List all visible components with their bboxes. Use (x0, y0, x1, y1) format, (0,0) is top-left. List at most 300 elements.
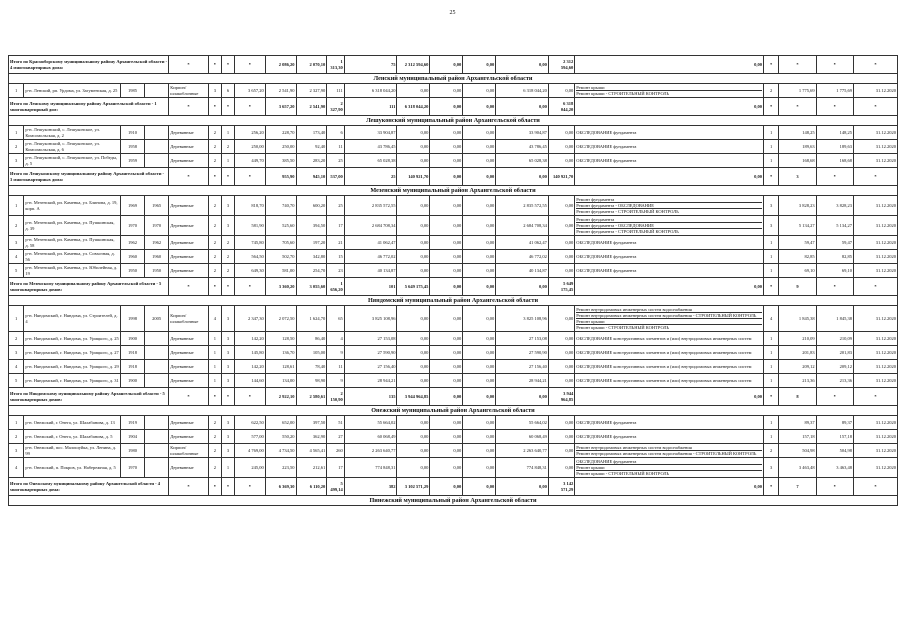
table-row (9, 416, 898, 430)
section-header-row (9, 406, 898, 416)
cell: 0,00 (430, 264, 463, 278)
cell: 3 (221, 416, 234, 430)
works-cell (575, 458, 764, 478)
cell: 0,00 (397, 84, 430, 98)
cell: 504,98 (779, 444, 816, 458)
works-cell (575, 360, 764, 374)
cell: 43 786,45 (344, 140, 397, 154)
cell: 5 (9, 264, 24, 278)
cell: 0,00 (430, 126, 463, 140)
cell: 60 068,49 (344, 430, 397, 444)
cell: 31.12.2020 (853, 196, 897, 216)
total-cell: * (763, 388, 778, 406)
cell: 0,00 (463, 346, 496, 360)
cell: 46 772,02 (344, 250, 397, 264)
total-row (9, 478, 898, 496)
work-item: Ремонт крыши - СТРОИТЕЛЬНЫЙ КОНТРОЛЬ (576, 471, 670, 477)
total-cell: * (208, 278, 221, 296)
section-title: Пинежский муниципальный район Архангельской области (9, 496, 898, 506)
cell: 33 904,87 (496, 126, 549, 140)
section-header-row (9, 496, 898, 506)
cell: 3 825 108,96 (344, 306, 397, 332)
total-cell: 0,00 (575, 278, 764, 296)
cell: 3 (208, 84, 221, 98)
cell (145, 444, 169, 458)
cell: 1900 (120, 374, 144, 388)
table-row (9, 236, 898, 250)
cell: 0,00 (397, 264, 430, 278)
cell: 1 (221, 154, 234, 168)
cell: 705,60 (265, 236, 296, 250)
cell: 3 (221, 430, 234, 444)
cell: 0,00 (397, 430, 430, 444)
total-cell: 0,00 (463, 98, 496, 116)
cell: 209,12 (779, 360, 816, 374)
cell: 2 (208, 140, 221, 154)
total-cell: * (816, 478, 853, 496)
cell: 1970 (120, 216, 144, 236)
cell: 3 825 108,96 (496, 306, 549, 332)
cell: 0,00 (397, 154, 430, 168)
cell: 31.12.2020 (853, 140, 897, 154)
cell: 0,00 (548, 306, 574, 332)
cell: 3 828,23 (779, 196, 816, 216)
cell: 4 (9, 360, 24, 374)
table-row (9, 126, 898, 140)
cell: 201,83 (816, 346, 853, 360)
cell: 4 (9, 250, 24, 264)
cell: 69,10 (816, 264, 853, 278)
cell: 0,00 (463, 458, 496, 478)
work-item: Ремонт внутридомовых инженерных систем водоснабжения (576, 307, 762, 313)
cell: 1 (763, 140, 778, 154)
address-cell: р-н. Няндомский, г. Няндома, ул. Строителей, д. 4 (24, 306, 121, 332)
cell: 3 828,23 (816, 196, 853, 216)
total-cell: 3 055,60 (296, 278, 327, 296)
cell: 1 (763, 374, 778, 388)
cell (145, 154, 169, 168)
cell: 0,00 (430, 196, 463, 216)
cell: 31.12.2020 (853, 458, 897, 478)
total-cell: 945,10 (296, 168, 327, 186)
total-cell: 3 142 571,29 (548, 478, 574, 496)
total-cell: 2 580,61 (296, 388, 327, 406)
total-cell: * (169, 56, 209, 74)
cell: 213,36 (779, 374, 816, 388)
cell: 2 (208, 444, 221, 458)
cell: 0,00 (430, 236, 463, 250)
work-item: Ремонт крыши (576, 85, 762, 91)
cell: 1 (763, 416, 778, 430)
cell: 394,50 (296, 216, 327, 236)
works-cell (575, 126, 764, 140)
cell: 223,50 (265, 458, 296, 478)
cell (145, 374, 169, 388)
cell: 1962 (145, 236, 169, 250)
cell: Кирпич/ шлакоблочные (169, 84, 209, 98)
cell: 4 (327, 332, 345, 346)
cell: 31.12.2020 (853, 264, 897, 278)
cell (145, 332, 169, 346)
cell: 15 (327, 250, 345, 264)
works-cell (575, 306, 764, 332)
cell: 0,00 (430, 458, 463, 478)
table-row (9, 196, 898, 216)
address-cell: р-н. Мезенский, рп. Каменка, ул. Блинова, д. 19, корп. А (24, 196, 121, 216)
total-cell: 382 (344, 478, 397, 496)
cell: 0,00 (548, 250, 574, 264)
total-label: Итого по Онежскому муниципальному району Архангельской области - 4 многоквартирных дома: (9, 478, 169, 496)
total-cell: 5 499,14 (327, 478, 345, 496)
work-item: Ремонт крыши - СТРОИТЕЛЬНЫЙ КОНТРОЛЬ (576, 91, 670, 96)
work-item: Ремонт фундамента - СТРОИТЕЛЬНЫЙ КОНТРОЛЬ (576, 229, 679, 235)
total-cell: 9 (779, 278, 816, 296)
cell: 0,00 (430, 154, 463, 168)
cell: 31.12.2020 (853, 416, 897, 430)
cell: Кирпич/ шлакоблочные (169, 444, 209, 458)
cell: 65 028,38 (344, 154, 397, 168)
cell: 1910 (120, 126, 144, 140)
total-cell: 6 110,20 (296, 478, 327, 496)
cell: 1 (208, 332, 221, 346)
cell: 385,50 (265, 154, 296, 168)
cell: 27 156,40 (496, 360, 549, 374)
address-cell: р-н. Няндомский, г. Няндома, ул. Урицкого, д. 29 (24, 360, 121, 374)
work-item: ОБСЛЕДОВАНИЕ фундамента (576, 459, 762, 465)
total-cell: 0,00 (496, 478, 549, 496)
cell: 31.12.2020 (853, 360, 897, 374)
cell: 0,00 (430, 250, 463, 264)
work-item: ОБСЛЕДОВАНИЕ фундамента (576, 253, 637, 259)
cell: 0,00 (397, 196, 430, 216)
total-cell: * (235, 98, 266, 116)
cell: 3 (221, 306, 234, 332)
cell: 3 463,48 (779, 458, 816, 478)
cell: 209,12 (816, 360, 853, 374)
cell: 105,00 (296, 346, 327, 360)
work-item: Ремонт фундамента - ОБСЛЕДОВАНИЕ (576, 203, 762, 209)
total-cell: * (763, 98, 778, 116)
total-cell: 0,00 (496, 56, 549, 74)
total-cell: * (763, 478, 778, 496)
total-cell: 0,00 (463, 278, 496, 296)
cell: 25 (327, 154, 345, 168)
cell: 1950 (145, 264, 169, 278)
cell: 3 (9, 346, 24, 360)
cell: 0,00 (430, 306, 463, 332)
work-item: Ремонт фундамента (576, 197, 762, 203)
cell: 31.12.2020 (853, 126, 897, 140)
cell (145, 416, 169, 430)
cell: 2 541,90 (265, 84, 296, 98)
total-cell: 2 086,20 (265, 56, 296, 74)
total-cell: 6 318 044,20 (548, 98, 574, 116)
cell: 89,37 (779, 416, 816, 430)
total-cell: 0,00 (575, 478, 764, 496)
total-row (9, 388, 898, 406)
cell: 0,00 (397, 346, 430, 360)
cell: 228,70 (265, 126, 296, 140)
cell: 0,00 (463, 140, 496, 154)
cell: 1 (763, 360, 778, 374)
cell: 250,00 (235, 140, 266, 154)
cell: 1965 (145, 196, 169, 216)
cell: 1 (9, 126, 24, 140)
cell: 3 (221, 216, 234, 236)
cell: 1 (9, 416, 24, 430)
cell: Деревянные (169, 264, 209, 278)
cell: 142,20 (235, 360, 266, 374)
cell: 2 263 640,77 (344, 444, 397, 458)
works-cell (575, 84, 764, 98)
work-item: Ремонт крыши (576, 319, 762, 325)
cell: 157,18 (816, 430, 853, 444)
cell: 65 028,38 (496, 154, 549, 168)
cell: 2 347,30 (235, 306, 266, 332)
cell: 27 (327, 430, 345, 444)
cell: 397,50 (296, 416, 327, 430)
total-cell: 2 312 594,60 (548, 56, 574, 74)
cell: 622,50 (235, 416, 266, 430)
total-cell: * (208, 98, 221, 116)
table-row (9, 444, 898, 458)
cell: Деревянные (169, 332, 209, 346)
cell: 89,37 (816, 416, 853, 430)
register-table (8, 55, 898, 506)
cell: 3 657,20 (235, 84, 266, 98)
total-cell: * (853, 478, 897, 496)
address-cell: р-н. Няндомский, г. Няндома, ул. Урицкого, д. 25 (24, 332, 121, 346)
total-cell: * (208, 388, 221, 406)
cell: 69,10 (779, 264, 816, 278)
cell: 245,00 (235, 458, 266, 478)
cell: Деревянные (169, 126, 209, 140)
works-cell (575, 374, 764, 388)
total-cell: 3 657,20 (265, 98, 296, 116)
total-cell: 0,00 (430, 388, 463, 406)
cell: 1 (208, 360, 221, 374)
cell: 148,25 (779, 126, 816, 140)
total-cell: * (235, 56, 266, 74)
cell: 4 565,41 (296, 444, 327, 458)
cell: 0,00 (548, 140, 574, 154)
cell: 41 062,47 (496, 236, 549, 250)
cell: 525,60 (265, 216, 296, 236)
cell: 17 (327, 458, 345, 478)
cell: 168,68 (816, 154, 853, 168)
works-cell (575, 154, 764, 168)
cell: 600,20 (296, 196, 327, 216)
cell: 0,00 (463, 430, 496, 444)
total-cell: 2 327,90 (327, 98, 345, 116)
total-cell: 0,00 (463, 168, 496, 186)
cell: Деревянные (169, 154, 209, 168)
works-cell (575, 264, 764, 278)
cell: 2 (208, 196, 221, 216)
cell: 256,20 (235, 126, 266, 140)
table-row (9, 360, 898, 374)
cell: 3 (9, 154, 24, 168)
total-cell: 7 (779, 478, 816, 496)
works-cell (575, 236, 764, 250)
total-cell: 75 (344, 56, 397, 74)
cell: 0,00 (463, 84, 496, 98)
cell: 260 (327, 444, 345, 458)
total-cell: 3 102 571,29 (397, 478, 430, 496)
cell: Кирпич/ шлакоблочные (169, 306, 209, 332)
cell: 4 (9, 458, 24, 478)
cell: 31.12.2020 (853, 216, 897, 236)
total-cell: * (235, 168, 266, 186)
cell: 3 (9, 444, 24, 458)
cell: 31.12.2020 (853, 430, 897, 444)
works-cell (575, 332, 764, 346)
cell: 189,63 (816, 140, 853, 154)
cell (145, 430, 169, 444)
cell: 0,00 (430, 140, 463, 154)
section-title: Няндомский муниципальный район Архангельской области (9, 296, 898, 306)
cell: 0,00 (548, 360, 574, 374)
total-cell: 0,00 (496, 168, 549, 186)
cell: 818,70 (235, 196, 266, 216)
total-cell: * (208, 478, 221, 496)
cell: 92,40 (296, 140, 327, 154)
cell: 745,80 (235, 236, 266, 250)
cell: 3 (221, 196, 234, 216)
total-cell: * (208, 56, 221, 74)
total-cell: 0,00 (430, 168, 463, 186)
cell: 173,40 (296, 126, 327, 140)
cell: 250,00 (265, 140, 296, 154)
total-cell: * (816, 168, 853, 186)
cell: 2005 (145, 306, 169, 332)
total-cell: 135 (344, 388, 397, 406)
cell: 0,00 (397, 444, 430, 458)
total-cell: * (235, 278, 266, 296)
cell: Деревянные (169, 430, 209, 444)
cell: 0,00 (430, 332, 463, 346)
cell: 31.12.2020 (853, 154, 897, 168)
cell: 27 590,90 (344, 346, 397, 360)
total-cell: 8 (779, 388, 816, 406)
page-number: 25 (449, 10, 456, 16)
cell: 212,61 (296, 458, 327, 478)
cell: 3 (763, 216, 778, 236)
cell: 2 684 708,34 (344, 216, 397, 236)
cell: 2 327,90 (296, 84, 327, 98)
total-cell: 0,00 (575, 168, 764, 186)
table-row (9, 140, 898, 154)
cell: 31.12.2020 (853, 306, 897, 332)
total-cell: * (853, 168, 897, 186)
table-row (9, 374, 898, 388)
total-row (9, 278, 898, 296)
cell: 362,90 (296, 430, 327, 444)
cell: Деревянные (169, 416, 209, 430)
cell: 0,00 (463, 196, 496, 216)
cell: 55 664,02 (344, 416, 397, 430)
cell: 1 (208, 374, 221, 388)
cell: 1 845,38 (779, 306, 816, 332)
work-item: ОБСЛЕДОВАНИЕ фундамента (576, 143, 637, 149)
cell: Деревянные (169, 250, 209, 264)
cell: 157,18 (779, 430, 816, 444)
address-cell: р-н. Мезенский, рп. Каменка, ул. Пушкинская, д. 39 (24, 216, 121, 236)
cell: 2 (221, 140, 234, 154)
cell: 0,00 (548, 264, 574, 278)
total-cell: 101 (344, 278, 397, 296)
total-cell: 3 (779, 168, 816, 186)
cell: 82,85 (816, 250, 853, 264)
cell: 11 (327, 140, 345, 154)
cell: 41 062,47 (344, 236, 397, 250)
total-cell: 0,00 (463, 388, 496, 406)
address-cell: р-н. Лешуконский, с. Лешуконское, ул. Комсомольская, д. 2 (24, 126, 121, 140)
cell: 1980 (120, 444, 144, 458)
cell: 2 (221, 250, 234, 264)
cell (145, 84, 169, 98)
work-item: ОБСЛЕДОВАНИЕ фундамента (576, 267, 637, 273)
work-item: ОБСЛЕДОВАНИЕ фундамента (576, 419, 637, 425)
cell: 1 (221, 458, 234, 478)
cell: 111 (327, 84, 345, 98)
cell: 2 (9, 430, 24, 444)
cell: 31.12.2020 (853, 84, 897, 98)
work-item: ОБСЛЕДОВАНИЕ конструктивных элементов и (или) внутридомовых инженерных систем (576, 363, 752, 369)
cell: 0,00 (463, 332, 496, 346)
total-cell: * (816, 98, 853, 116)
total-cell: 0,00 (575, 56, 764, 74)
cell: 1 (763, 250, 778, 264)
work-item: ОБСЛЕДОВАНИЕ конструктивных элементов и (или) внутридомовых инженерных систем (576, 349, 752, 355)
cell: 2 (208, 416, 221, 430)
cell: 1 624,70 (296, 306, 327, 332)
total-cell: * (169, 168, 209, 186)
total-cell: * (853, 56, 897, 74)
cell: 1900 (120, 332, 144, 346)
address-cell: р-н. Лешуконский, с. Лешуконское, ул. Победы, д. 5 (24, 154, 121, 168)
cell: 78,40 (296, 360, 327, 374)
total-cell: * (853, 98, 897, 116)
total-cell: 140 921,70 (548, 168, 574, 186)
total-cell: 140 921,70 (397, 168, 430, 186)
cell: 6 318 044,20 (344, 84, 397, 98)
section-title: Ленский муниципальный район Архангельской области (9, 74, 898, 84)
cell: 51 (327, 416, 345, 430)
cell: 145,80 (235, 346, 266, 360)
cell: 2 835 572,55 (344, 196, 397, 216)
cell: 142,20 (235, 332, 266, 346)
work-item: Ремонт фундамента (576, 217, 762, 223)
cell: 201,83 (779, 346, 816, 360)
cell: 0,00 (548, 416, 574, 430)
cell: 1 (221, 126, 234, 140)
cell: 1959 (120, 154, 144, 168)
cell: 774 848,31 (344, 458, 397, 478)
cell: 1 (763, 346, 778, 360)
cell: 0,00 (397, 458, 430, 478)
section-header-row (9, 116, 898, 126)
cell: 2 (208, 154, 221, 168)
cell: Деревянные (169, 360, 209, 374)
work-item: ОБСЛЕДОВАНИЕ фундамента (576, 433, 637, 439)
cell: 2 (763, 444, 778, 458)
cell: 0,00 (430, 416, 463, 430)
cell: 581,00 (265, 264, 296, 278)
cell: 31.12.2020 (853, 250, 897, 264)
total-cell: 3 944 964,85 (548, 388, 574, 406)
works-cell (575, 250, 764, 264)
